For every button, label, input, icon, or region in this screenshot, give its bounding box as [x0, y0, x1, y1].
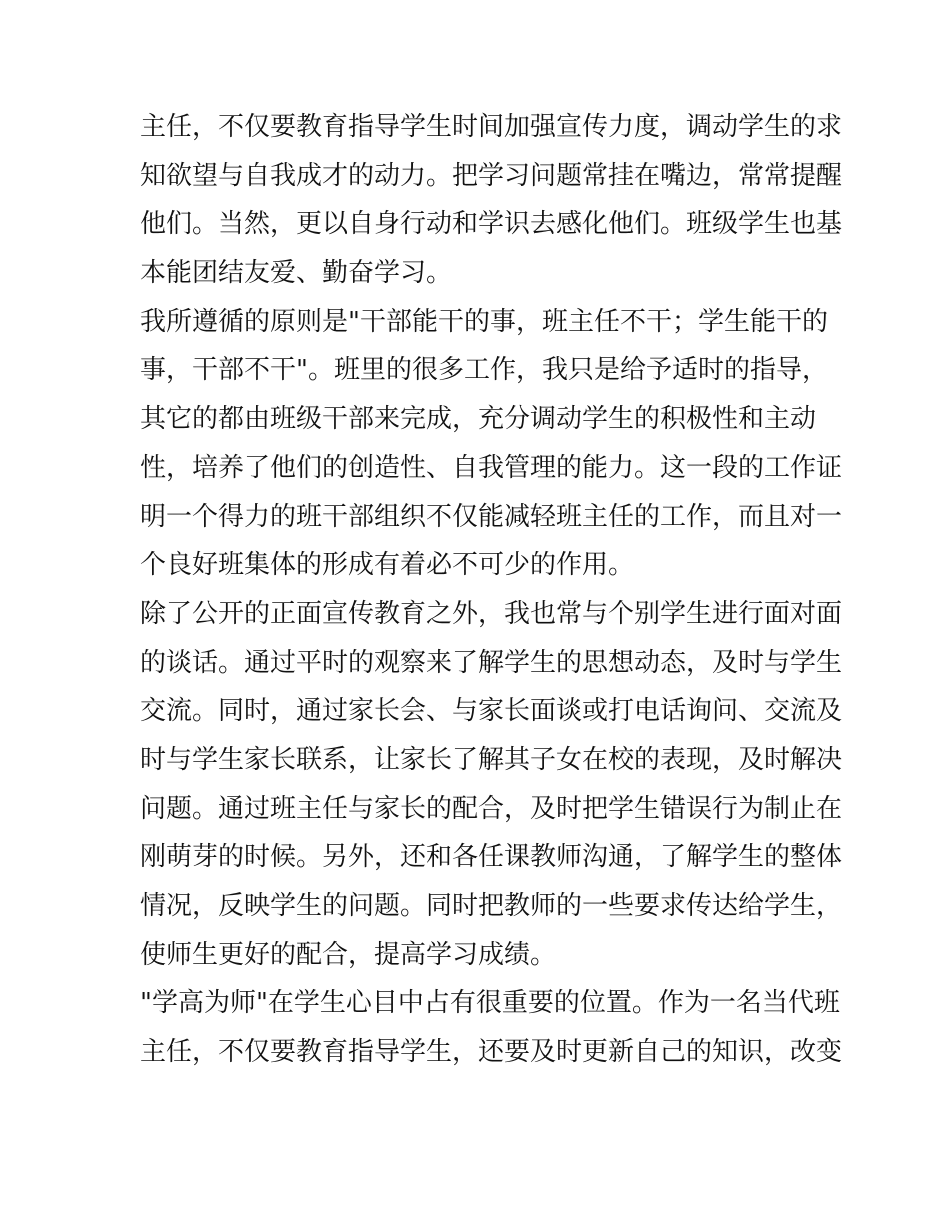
text-line: 除了公开的正面宣传教育之外，我也常与个别学生进行面对面 [140, 598, 843, 629]
text-line: 他们。当然，更以自身行动和学识去感化他们。班级学生也基 [140, 209, 843, 240]
text-line: 我所遵循的原则是"干部能干的事，班主任不干；学生能干的 [140, 306, 828, 337]
text-line: 使师生更好的配合，提高学习成绩。 [140, 939, 557, 970]
text-line: 刚萌芽的时候。另外，还和各任课教师沟通，了解学生的整体 [140, 842, 843, 873]
text-line: 的谈话。通过平时的观察来了解学生的思想动态，及时与学生 [140, 647, 843, 678]
text-line: 主任，不仅要教育指导学生，还要及时更新自己的知识，改变 [140, 1037, 843, 1068]
text-line: 时与学生家长联系，让家长了解其子女在校的表现，及时解决 [140, 744, 843, 775]
text-line: 交流。同时，通过家长会、与家长面谈或打电话询问、交流及 [140, 696, 843, 727]
text-line: 主任，不仅要教育指导学生时间加强宣传力度，调动学生的求 [140, 112, 843, 142]
text-line: 问题。通过班主任与家长的配合，及时把学生错误行为制止在 [140, 793, 843, 824]
text-line: 知欲望与自我成才的动力。把学习问题常挂在嘴边，常常提醒 [140, 160, 843, 191]
text-line: 情况，反映学生的问题。同时把教师的一些要求传达给学生， [140, 891, 843, 921]
text-line: "学高为师"在学生心目中占有很重要的位置。作为一名当代班 [140, 988, 840, 1019]
text-line: 其它的都由班级干部来完成，充分调动学生的积极性和主动 [140, 404, 817, 435]
text-line: 本能团结友爱、勤奋学习。 [140, 258, 453, 289]
text-line: 事，干部不干"。班里的很多工作，我只是给予适时的指导， [140, 355, 828, 386]
text-line: 明一个得力的班干部组织不仅能减轻班主任的工作，而且对一 [140, 501, 843, 532]
document-body [140, 103, 843, 1077]
text-line: 个良好班集体的形成有着必不可少的作用。 [140, 550, 635, 581]
text-line: 性，培养了他们的创造性、自我管理的能力。这一段的工作证 [140, 452, 843, 483]
